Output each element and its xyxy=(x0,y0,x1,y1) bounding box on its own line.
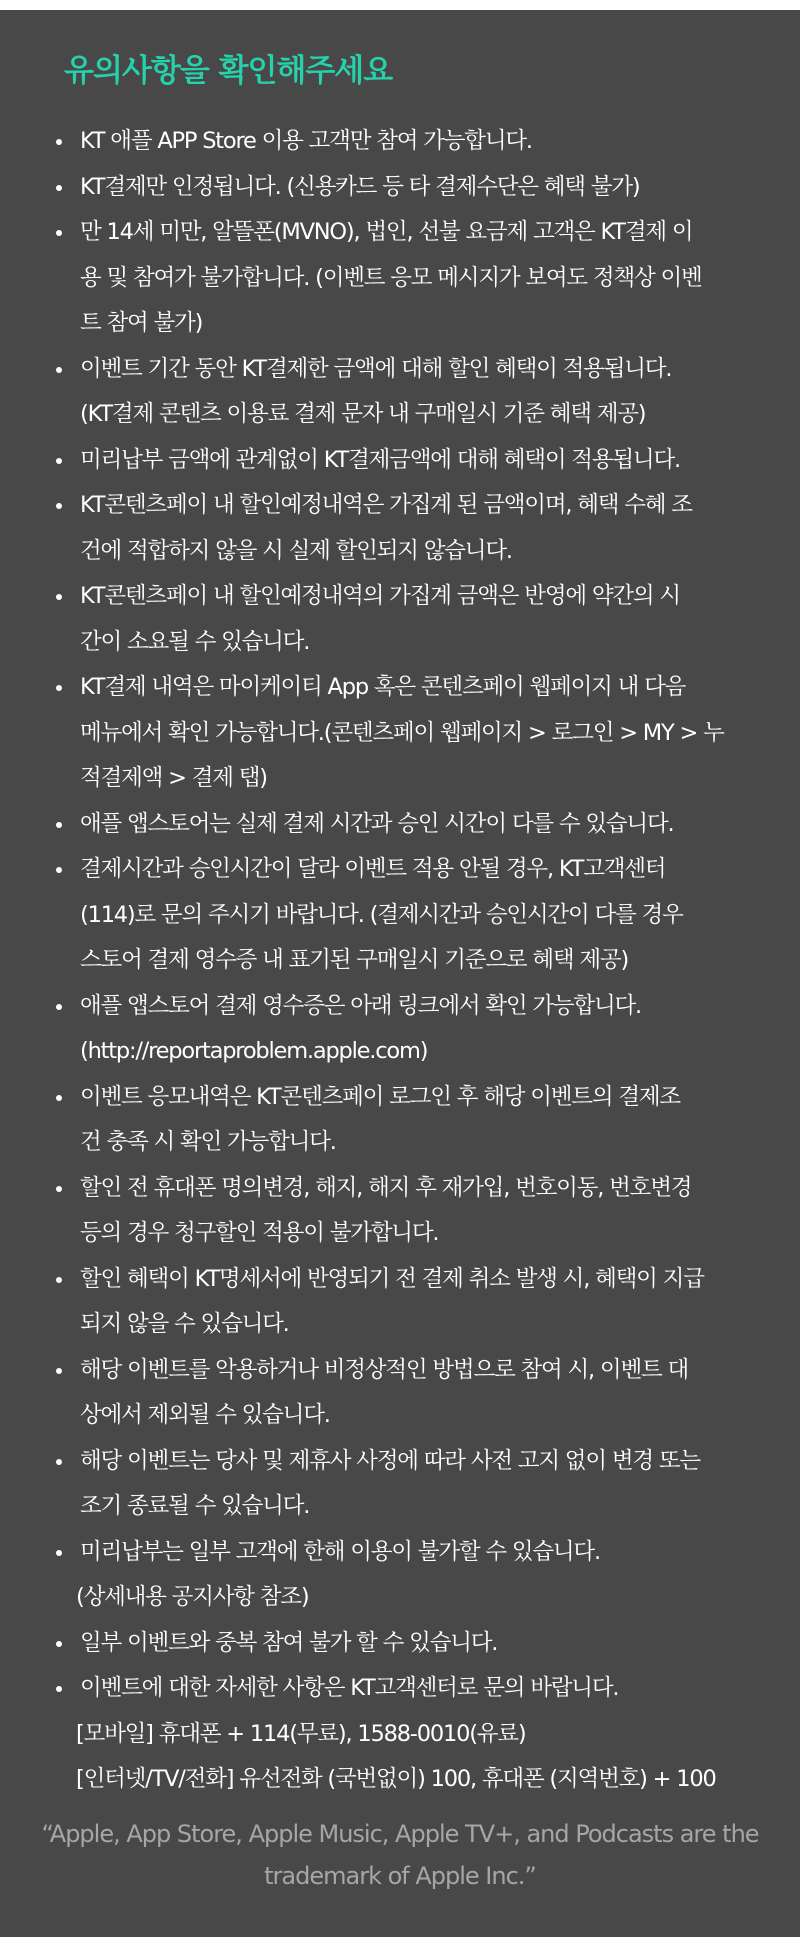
notice-text: KT콘텐츠페이 내 할인예정내역은 가집계 된 금액이며, 혜택 수혜 조 건에 적합하지 않을 시 실제 할인되지 않습니다. xyxy=(80,492,692,564)
notice-text: 일부 이벤트와 중복 참여 불가 할 수 있습니다. xyxy=(80,1629,498,1656)
notice-item xyxy=(0,1166,800,1257)
trademark-footer: “Apple, App Store, Apple Music, Apple TV+, and Podcasts are the trademark of Apple Inc.” xyxy=(41,1820,759,1890)
notice-item xyxy=(0,165,800,211)
notice-title: 유의사항을 확인해주세요 xyxy=(64,53,393,89)
notice-subtext: [인터넷/TV/전화] 유선전화 (국번없이) 100, 휴대폰 (지역번호) + 100 xyxy=(76,1766,716,1792)
notice-text: 결제시간과 승인시간이 달라 이벤트 적용 안될 경우, KT고객센터 (114)로 문의 주시기 바랍니다. (결제시간과 승인시간이 다를 경우 스토어 결제 영수증 내 표기된 구매일시 기준으로 혜택 제공) xyxy=(80,856,683,973)
notice-text: 할인 전 휴대폰 명의변경, 해지, 해지 후 재가입, 번호이동, 번호변경 등의 경우 청구할인 적용이 불가합니다. xyxy=(80,1174,692,1246)
notice-panel xyxy=(0,10,800,1937)
notice-text: 이벤트에 대한 자세한 사항은 KT고객센터로 문의 바랍니다. xyxy=(80,1675,619,1701)
notice-item xyxy=(0,438,800,484)
notice-item xyxy=(0,665,800,802)
notice-item xyxy=(0,1439,800,1530)
notice-text: 애플 앱스토어는 실제 결제 시간과 승인 시간이 다를 수 있습니다. xyxy=(80,810,674,837)
notice-text: 미리납부 금액에 관계없이 KT결제금액에 대해 혜택이 적용됩니다. xyxy=(80,446,680,473)
notice-item xyxy=(0,1621,800,1667)
notice-text: 할인 혜택이 KT명세서에 반영되기 전 결제 취소 발생 시, 혜택이 지급 되지 않을 수 있습니다. xyxy=(80,1265,704,1337)
notice-text: 애플 앱스토어 결제 영수증은 아래 링크에서 확인 가능합니다. (http://reportaproblem.apple.com) xyxy=(80,992,641,1064)
notice-text: KT결제 내역은 마이케이티 App 혹은 콘텐츠페이 웹페이지 내 다음 메뉴에서 확인 가능합니다.(콘텐츠페이 웹페이지 > 로그인 > MY > 누 적결제액 > 결제 탭) xyxy=(80,674,724,791)
notice-item xyxy=(0,1666,800,1803)
notice-text: 미리납부는 일부 고객에 한해 이용이 불가할 수 있습니다. xyxy=(80,1538,600,1565)
notice-item xyxy=(0,1075,800,1166)
notice-list xyxy=(0,119,800,1803)
notice-item xyxy=(0,984,800,1075)
notice-subtext: (상세내용 공지사항 참조) xyxy=(76,1584,309,1610)
notice-text: 만 14세 미만, 알뜰폰(MVNO), 법인, 선불 요금제 고객은 KT결제 이 용 및 참여가 불가합니다. (이벤트 응모 메시지가 보여도 정책상 이벤 트 참여 불가) xyxy=(80,219,702,336)
notice-text: KT 애플 APP Store 이용 고객만 참여 가능합니다. xyxy=(80,128,532,154)
notice-item xyxy=(0,574,800,665)
notice-item xyxy=(0,1257,800,1348)
notice-item xyxy=(0,210,800,347)
notice-item xyxy=(0,347,800,438)
notice-text: 해당 이벤트는 당사 및 제휴사 사정에 따라 사전 고지 없이 변경 또는 조기 종료될 수 있습니다. xyxy=(80,1447,700,1519)
notice-item xyxy=(0,847,800,984)
notice-text: KT결제만 인정됩니다. (신용카드 등 타 결제수단은 혜택 불가) xyxy=(80,173,640,200)
notice-item xyxy=(0,802,800,848)
notice-item xyxy=(0,483,800,574)
notice-text: KT콘텐츠페이 내 할인예정내역의 가집계 금액은 반영에 약간의 시 간이 소요될 수 있습니다. xyxy=(80,583,680,655)
notice-item xyxy=(0,119,800,165)
notice-text: 이벤트 응모내역은 KT콘텐츠페이 로그인 후 해당 이벤트의 결제조 건 충족 시 확인 가능합니다. xyxy=(80,1083,680,1155)
notice-text: 이벤트 기간 동안 KT결제한 금액에 대해 할인 혜택이 적용됩니다. (KT결제 콘텐츠 이용료 결제 문자 내 구매일시 기준 혜택 제공) xyxy=(80,355,672,427)
notice-item xyxy=(0,1348,800,1439)
notice-subtext: [모바일] 휴대폰 + 114(무료), 1588-0010(유료) xyxy=(76,1720,526,1747)
notice-text: 해당 이벤트를 악용하거나 비정상적인 방법으로 참여 시, 이벤트 대 상에서 제외될 수 있습니다. xyxy=(80,1356,689,1428)
notice-item xyxy=(0,1530,800,1621)
